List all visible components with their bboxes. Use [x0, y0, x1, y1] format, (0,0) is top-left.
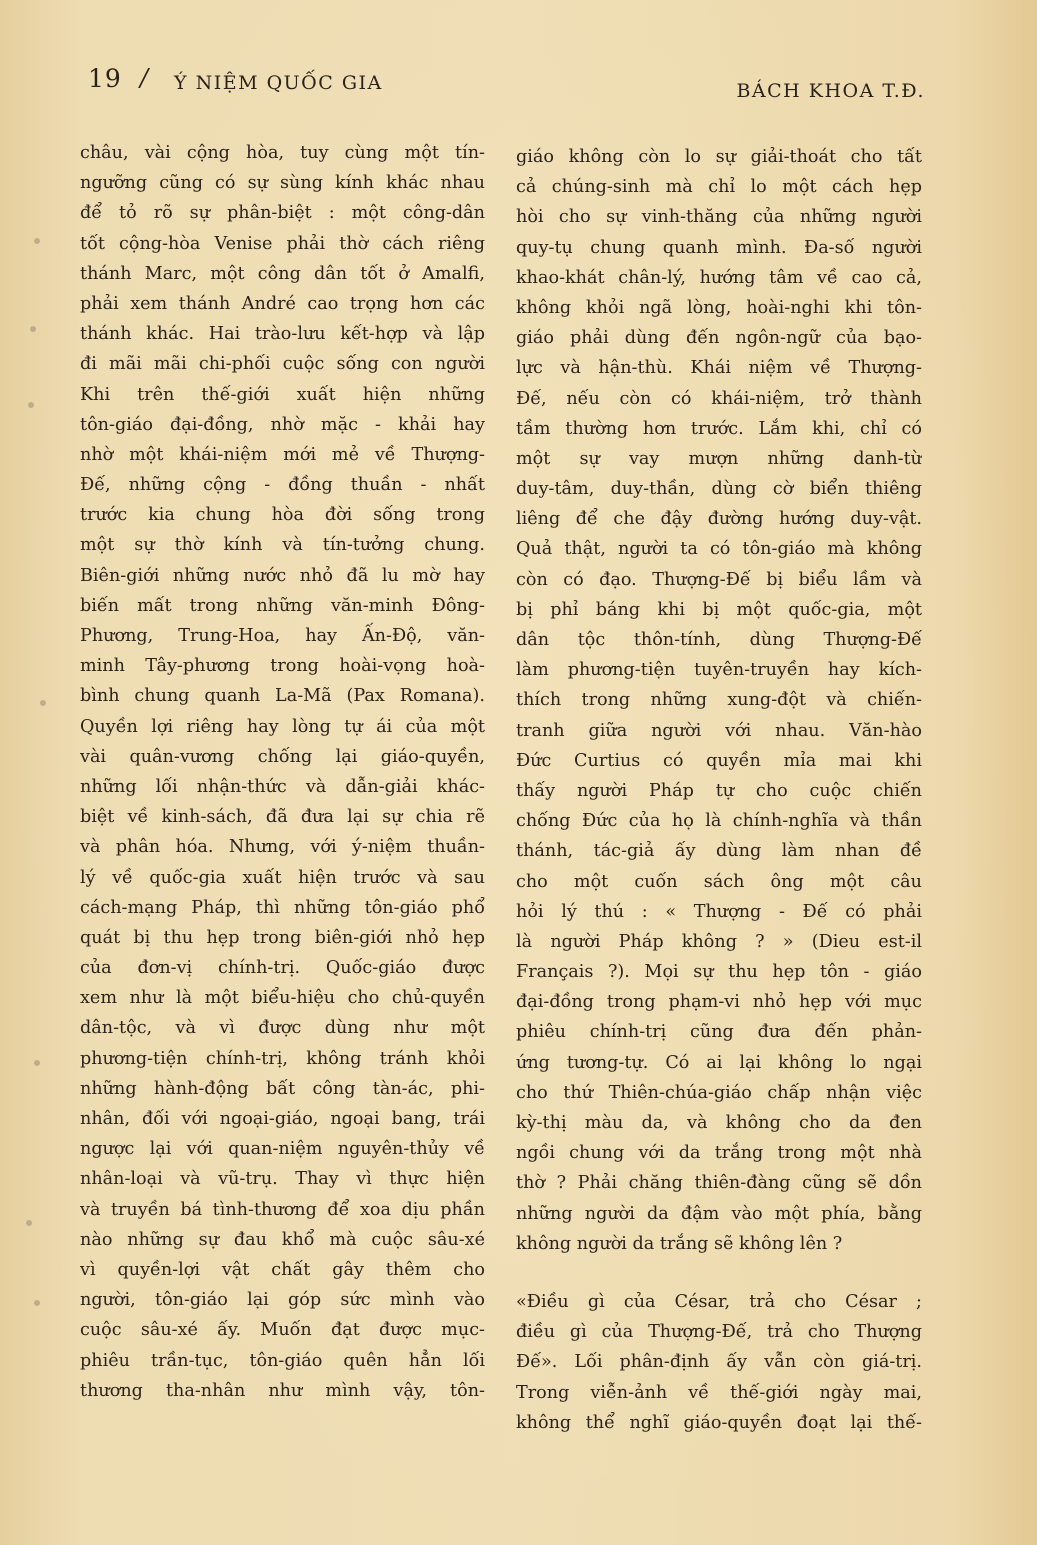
text-line: nhờ một khái-niệm mới mẻ về Thượng- [80, 444, 485, 465]
text-line: thánh khác. Hai trào-lưu kết-hợp và lập [80, 324, 485, 345]
text-line: trước kia chung hòa đời sống trong [80, 505, 485, 526]
text-line: Đức Curtius có quyền mỉa mai khi [516, 750, 922, 771]
margin-speck [28, 402, 34, 408]
text-line: ngược lại với quan-niệm nguyên-thủy về [80, 1139, 485, 1160]
text-line: bình chung quanh La-Mã (Pax Romana). [80, 686, 485, 707]
text-line: khao-khát chân-lý, hướng tâm về cao cả, [516, 267, 922, 288]
text-line: nhân-loại và vũ-trụ. Thay vì thực hiện [80, 1169, 485, 1190]
text-line: biệt về kinh-sách, đã đưa lại sự chia rẽ [80, 807, 485, 828]
left-text-column [80, 138, 485, 1406]
text-line: Trong viễn-ảnh về thế-giới ngày mai, [516, 1382, 922, 1403]
text-line: người, tôn-giáo lại góp sức mình vào [80, 1290, 485, 1311]
text-line: những lối nhận-thức và dẫn-giải khác- [80, 776, 485, 797]
text-line: biến mất trong những văn-minh Đông- [80, 595, 485, 616]
header-separator: / [140, 64, 149, 92]
text-line: quát bị thu hẹp trong biên-giới nhỏ hẹp [80, 927, 485, 948]
text-line: ứng tương-tự. Có ai lại không lo ngại [516, 1052, 922, 1073]
text-line: điều gì của Thượng-Đế, trả cho Thượng [516, 1322, 922, 1343]
text-line: cho thứ Thiên-chúa-giáo chấp nhận việc [516, 1082, 922, 1103]
text-line: vì quyền-lợi vật chất gây thêm cho [80, 1259, 485, 1280]
text-line: cho một cuốn sách ông một câu [516, 871, 922, 892]
text-line: còn có đạo. Thượng-Đế bị biểu lầm và [516, 569, 922, 590]
text-line: nhân, đối với ngoại-giáo, ngoại bang, trái [80, 1109, 485, 1129]
text-line: Quả thật, người ta có tôn-giáo mà không [516, 539, 922, 560]
text-line: để tỏ rõ sự phân-biệt : một công-dân [80, 203, 485, 224]
text-line: Đế, những cộng - đồng thuần - nhất [80, 475, 485, 496]
text-line: lực và hận-thù. Khái niệm về Thượng- [516, 358, 922, 379]
text-line: những người da đậm vào một phía, bằng [516, 1203, 922, 1224]
text-line: tôn-giáo đại-đồng, nhờ mặc - khải hay [80, 414, 485, 435]
text-line: thương tha-nhân như mình vậy, tôn- [80, 1380, 485, 1401]
text-line: là người Pháp không ? » (Dieu est-il [516, 931, 922, 952]
text-line: bị phỉ báng khi bị một quốc-gia, một [516, 599, 922, 620]
paragraph-gap [516, 1259, 922, 1287]
margin-speck [34, 238, 40, 244]
text-line: tranh giữa người với nhau. Văn-hào [516, 720, 922, 741]
text-line: vài quân-vương chống lại giáo-quyền, [80, 746, 485, 767]
text-line: liêng để che đậy đường hướng duy-vật. [516, 509, 922, 530]
text-line: không người da trắng sẽ không lên ? [516, 1233, 843, 1254]
text-line: Phương, Trung-Hoa, hay Ấn-Độ, văn- [80, 626, 485, 646]
text-line: Quyền lợi riêng hay lòng tự ái của một [80, 716, 485, 737]
text-line: tốt cộng-hòa Venise phải thờ cách riêng [80, 233, 485, 254]
text-line: không thể nghĩ giáo-quyền đoạt lại thế- [516, 1412, 922, 1433]
text-line: cả chúng-sinh mà chỉ lo một cách hẹp [516, 177, 922, 198]
text-line: của đơn-vị chính-trị. Quốc-giáo được [80, 958, 485, 979]
text-line: phiêu chính-trị cũng đưa đến phản- [516, 1022, 922, 1043]
text-line: chống Đức của họ là chính-nghĩa và thần [516, 811, 922, 832]
text-line: hỏi lý thú : « Thượng - Đế có phải [516, 901, 922, 922]
text-line: dân-tộc, và vì được dùng như một [80, 1018, 485, 1039]
margin-speck [30, 326, 36, 332]
text-line: lý về quốc-gia xuất hiện trước và sau [80, 867, 485, 888]
text-line: kỳ-thị màu da, và không cho da đen [516, 1113, 922, 1133]
margin-speck [26, 1220, 32, 1226]
text-line: phải xem thánh André cao trọng hơn các [80, 293, 485, 314]
text-line: hòi cho sự vinh-thăng của những người [516, 207, 922, 228]
text-line: cách-mạng Pháp, thì những tôn-giáo phổ [80, 897, 485, 918]
page-number: 19 [88, 64, 122, 93]
text-line: thánh, tác-giả ấy dùng làm nhan đề [516, 841, 922, 862]
magazine-title: BÁCH KHOA T.Đ. [736, 80, 925, 102]
text-line: cuộc sâu-xé ấy. Muốn đạt được mục- [80, 1320, 485, 1341]
text-line: minh Tây-phương trong hoài-vọng hoà- [80, 656, 485, 677]
text-line: giáo không còn lo sự giải-thoát cho tất [516, 147, 922, 167]
text-line: Biên-giới những nước nhỏ đã lu mờ hay [80, 565, 485, 586]
text-line: Français ?). Mọi sự thu hẹp tôn - giáo [516, 962, 922, 983]
text-line: duy-tâm, duy-thần, dùng cờ biển thiêng [516, 479, 922, 500]
text-line: phương-tiện chính-trị, không tránh khỏi [80, 1048, 485, 1069]
text-line: thấy người Pháp tự cho cuộc chiến [516, 780, 922, 801]
text-line: quy-tụ chung quanh mình. Đa-số người [516, 237, 922, 258]
text-line: một sự vay mượn những danh-từ [516, 448, 922, 469]
text-line: làm phương-tiện tuyên-truyền hay kích- [516, 660, 922, 681]
text-line: phiêu trần-tục, tôn-giáo quên hẳn lối [80, 1350, 485, 1371]
section-title: Ý NIỆM QUỐC GIA [174, 72, 383, 94]
text-line: Khi trên thế-giới xuất hiện những [80, 384, 485, 405]
text-line: dân tộc thôn-tính, dùng Thượng-Đế [516, 630, 922, 650]
text-line: Đế, nếu còn có khái-niệm, trở thành [516, 388, 922, 409]
text-line: một sự thờ kính và tín-tưởng chung. [80, 535, 485, 556]
text-line: và phân hóa. Nhưng, với ý-niệm thuần- [80, 837, 485, 858]
text-line: thánh Marc, một công dân tốt ở Amalfi, [80, 263, 485, 284]
text-line: và truyền bá tình-thương để xoa dịu phần [80, 1199, 485, 1220]
text-line: Đế». Lối phân-định ấy vẫn còn giá-trị. [516, 1352, 922, 1373]
text-line: thích trong những xung-đột và chiến- [516, 690, 922, 711]
text-line: ngồi chung với da trắng trong một nhà [516, 1143, 922, 1164]
text-line: thờ ? Phải chăng thiên-đàng cũng sẽ dồn [516, 1173, 922, 1194]
text-line: không khỏi ngã lòng, hoài-nghi khi tôn- [516, 297, 922, 318]
text-line: những hành-động bất công tàn-ác, phi- [80, 1078, 485, 1099]
text-line: tầm thường hơn trước. Lắm khi, chỉ có [516, 418, 922, 439]
text-line: giáo phải dùng đến ngôn-ngữ của bạo- [516, 328, 922, 349]
right-text-column [516, 142, 922, 1438]
text-line: châu, vài cộng hòa, tuy cùng một tín- [80, 143, 485, 163]
running-header [0, 0, 1037, 120]
text-line: đại-đồng trong phạm-vi nhỏ hẹp với mục [516, 992, 922, 1013]
margin-speck [40, 700, 46, 706]
margin-speck [34, 1060, 40, 1066]
text-line: đi mãi mãi chi-phối cuộc sống con người [80, 354, 485, 375]
text-line: xem như là một biểu-hiệu cho chủ-quyền [80, 988, 485, 1009]
text-line: nào những sự đau khổ mà cuộc sâu-xé [80, 1229, 485, 1250]
margin-speck [34, 1300, 40, 1306]
text-line: «Điều gì của César, trả cho César ; [516, 1291, 922, 1312]
text-line: ngưỡng cũng có sự sùng kính khác nhau [80, 173, 485, 194]
